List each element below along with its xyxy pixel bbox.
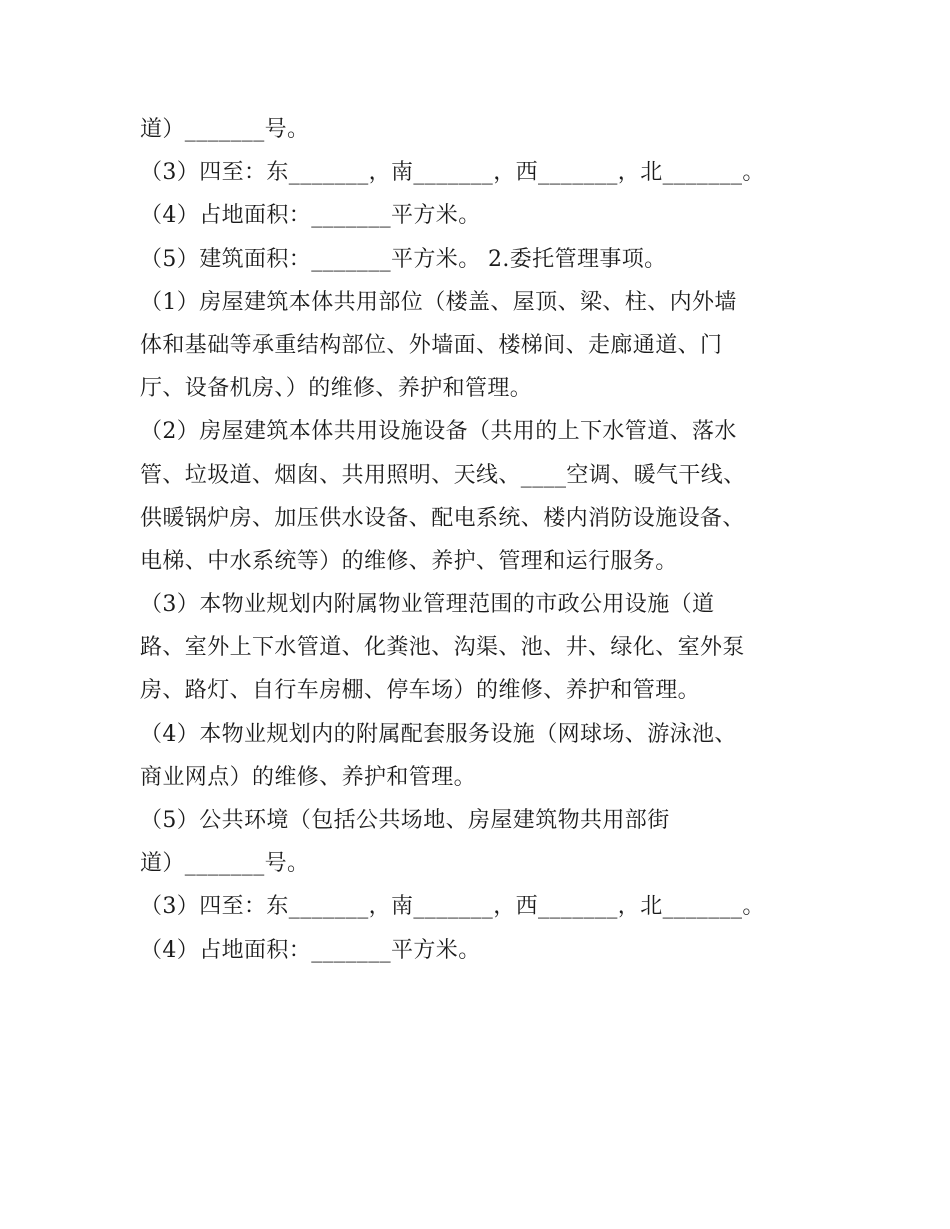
text-line: 商业网点）的维修、养护和管理。 <box>140 764 477 790</box>
text-line: 路、室外上下水管道、化粪池、沟渠、池、井、绿化、室外泵 <box>140 635 745 661</box>
text-line: 体和基础等承重结构部位、外墙面、楼梯间、走廊通道、门 <box>140 332 723 358</box>
text-line: （4）本物业规划内的附属配套服务设施（网球场、游泳池、 <box>140 721 737 747</box>
text-line: （3）本物业规划内附属物业管理范围的市政公用设施（道 <box>140 592 715 618</box>
text-line: 管、垃圾道、烟囱、共用照明、天线、____空调、暖气干线、 <box>140 462 746 488</box>
text-line: （3）四至：东_______，南_______，西_______，北_______。 <box>140 160 765 186</box>
text-line: 房、路灯、自行车房棚、停车场）的维修、养护和管理。 <box>140 678 701 704</box>
text-line: （5）公共环境（包括公共场地、房屋建筑物共用部街 <box>140 808 670 833</box>
text-line: （4）占地面积：_______平方米。 <box>140 203 481 229</box>
text-line: 电梯、中水系统等）的维修、养护、管理和运行服务。 <box>140 548 678 574</box>
text-line: （4）占地面积：_______平方米。 <box>140 937 481 963</box>
text-line: （3）四至：东_______，南_______，西_______，北_______。 <box>140 894 765 920</box>
text-line: （1）房屋建筑本体共用部位（楼盖、屋顶、梁、柱、内外墙 <box>140 289 737 315</box>
text-line: 厅、设备机房、）的维修、养护和管理。 <box>140 376 533 402</box>
text-line: 供暖锅炉房、加压供水设备、配电系统、楼内消防设施设备、 <box>140 505 745 531</box>
document-body <box>140 108 820 972</box>
text-line: 道）_______号。 <box>140 851 310 877</box>
text-line: （2）房屋建筑本体共用设施设备（共用的上下水管道、落水 <box>140 419 737 445</box>
text-line: 道）_______号。 <box>140 117 310 142</box>
text-line: （5）建筑面积：_______平方米。 2.委托管理事项。 <box>140 246 667 272</box>
